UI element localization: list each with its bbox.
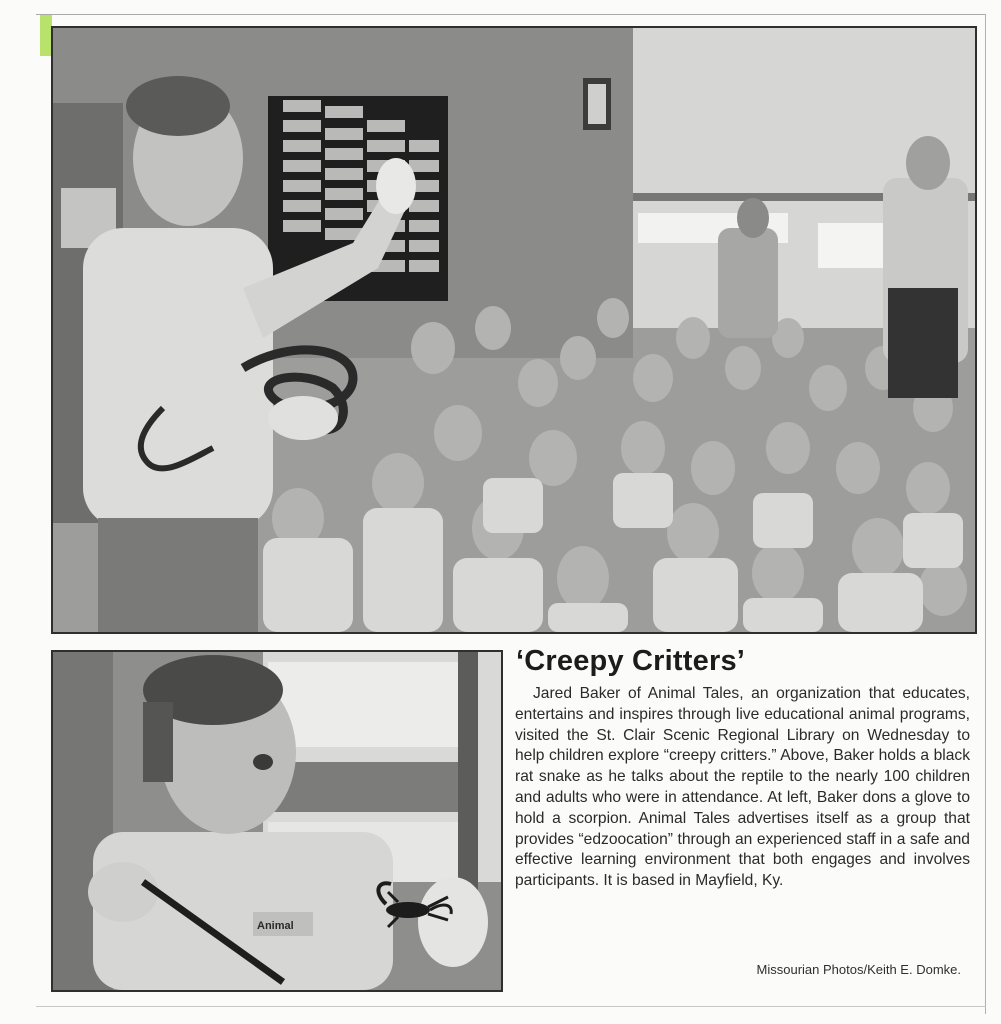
- shirt-logo-text: Animal: [257, 920, 294, 932]
- article-headline: ‘Creepy Critters’: [516, 645, 746, 677]
- clipping-edge-top: [36, 14, 986, 15]
- clipping-edge-right: [985, 14, 986, 1014]
- inset-photo-image: [53, 652, 501, 990]
- main-photo: [51, 26, 977, 634]
- photo-credit: Missourian Photos/Keith E. Domke.: [756, 962, 961, 977]
- main-photo-image: [53, 28, 975, 632]
- inset-photo: [51, 650, 503, 992]
- clipping-edge-bottom: [36, 1006, 986, 1007]
- article-body: Jared Baker of Animal Tales, an organization that educates, entertains and inspires through live educational animal programs, visited the St. Clair Scenic Regional Library on Wednesday to help children explore “creepy critters.” Above, Baker holds a black rat snake as he talks about the reptile to the nearly 100 children and adults who were in attendance. At left, Baker dons a glove to hold a scorpion. Animal Tales advertises itself as a group that provides “edzoocation” through an experienced staff in a safe and effective learning environment that both engages and involves participants. It is based in Mayfield, Ky.: [515, 685, 970, 890]
